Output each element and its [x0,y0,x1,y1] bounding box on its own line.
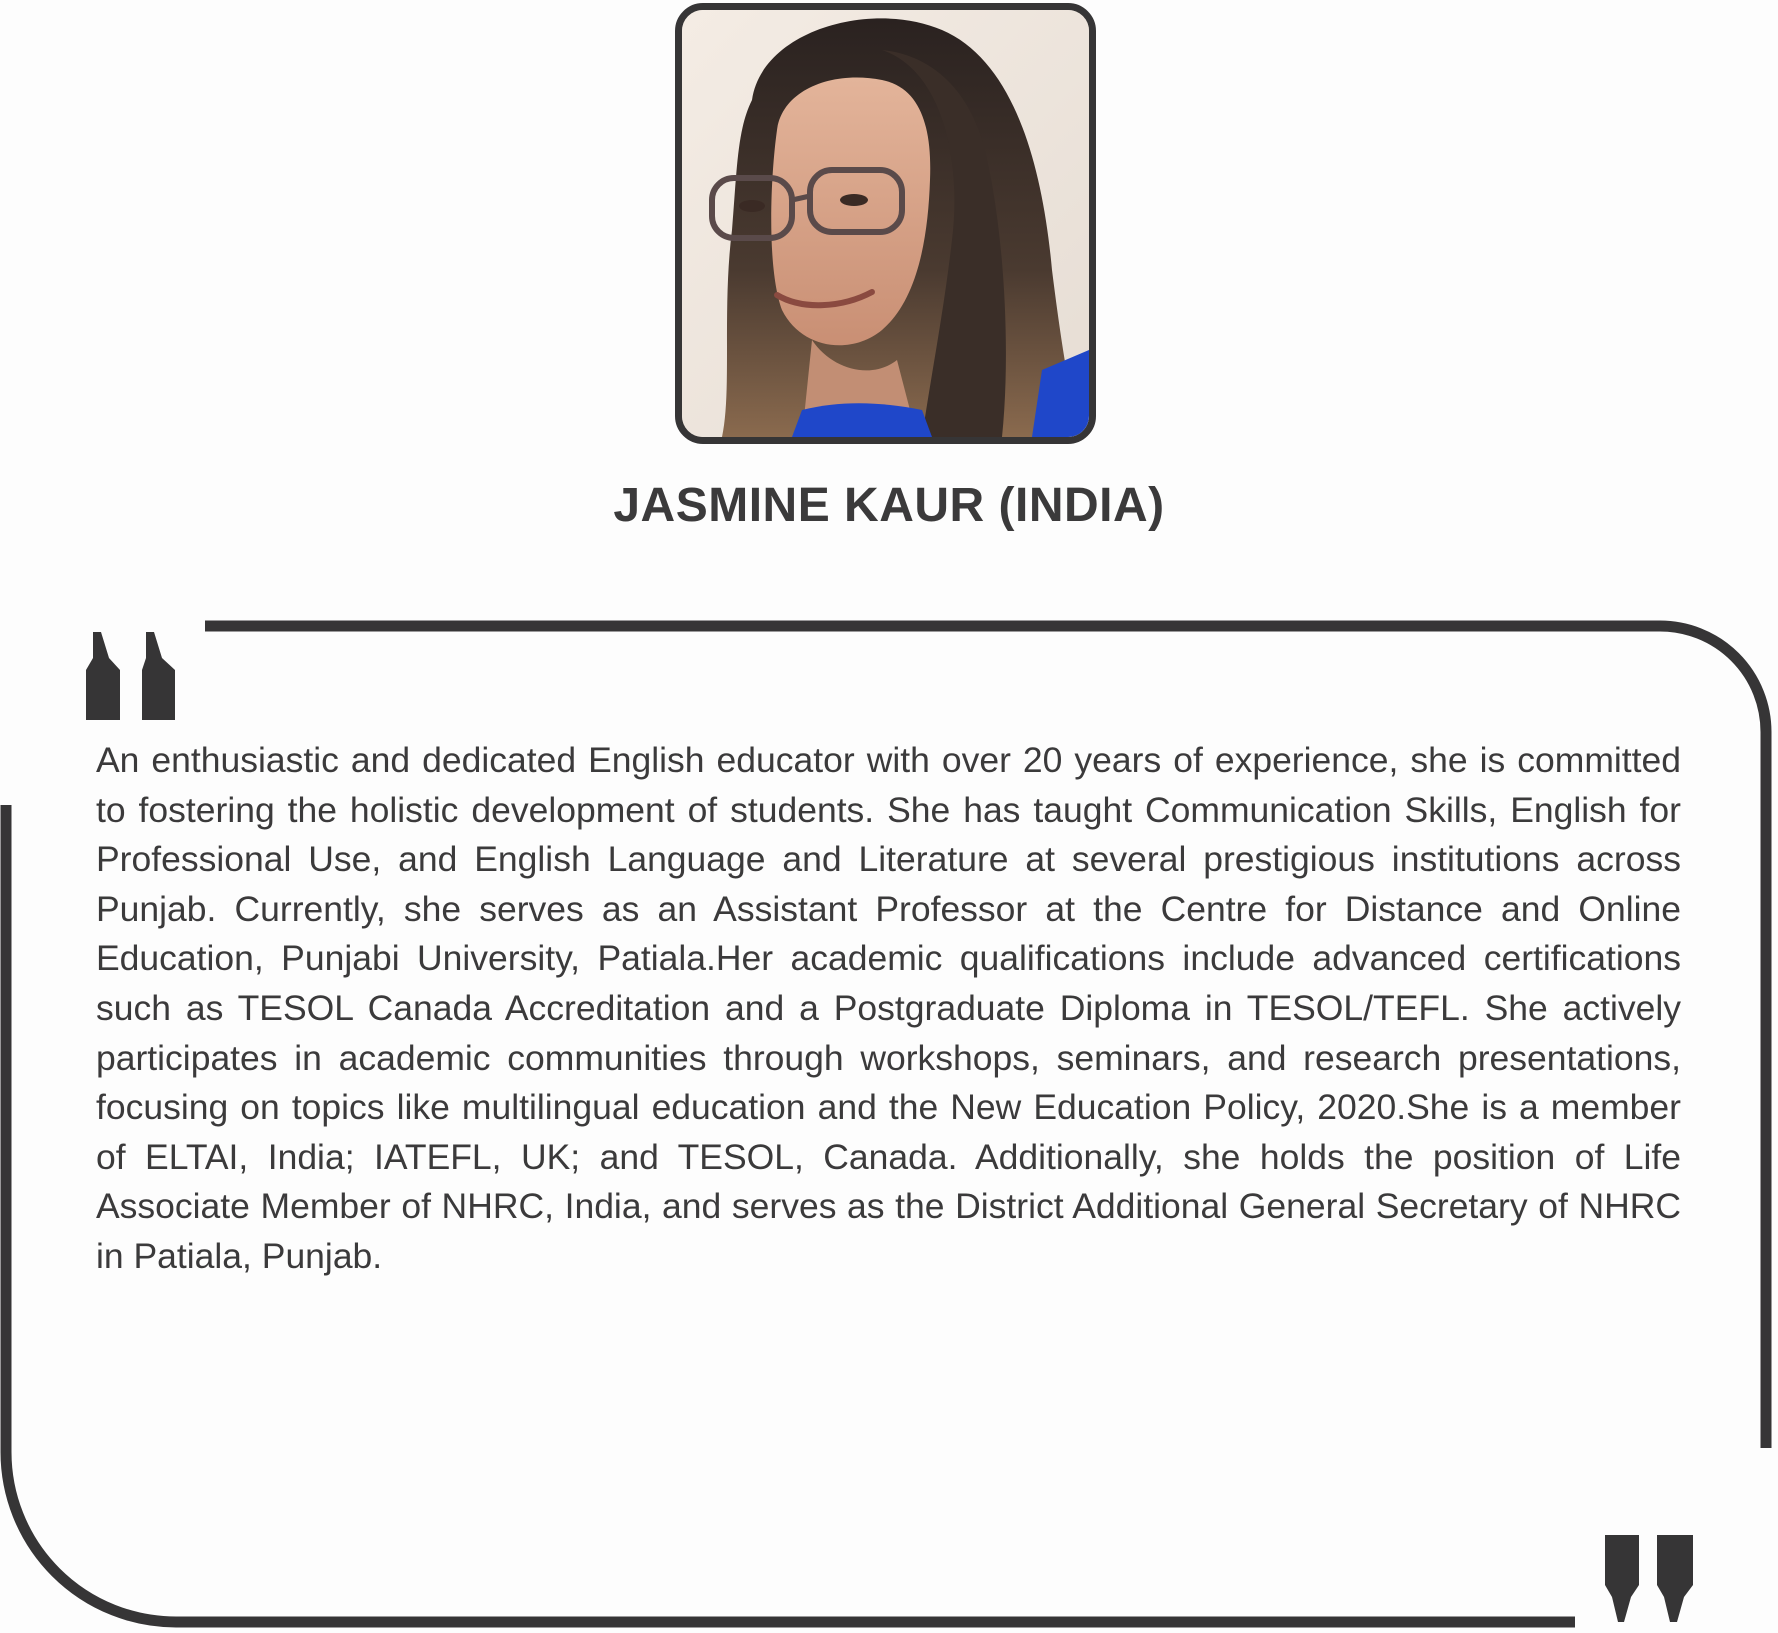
open-quote-icon [86,632,175,720]
bio-text: An enthusiastic and dedicated English educator with over 20 years of experience, she is committed to fostering the holistic development of students. She has taught Communication Skills, English for Professional Use, and English Language and Literature at several prestigious institutions across Punjab. Currently, she serves as an Assistant Professor at the Centre for Distance and Online Education, Punjabi University, Patiala.Her academic qualifications include advanced certifications such as TESOL Canada Accreditation and a Postgraduate Diploma in TESOL/TEFL. She actively participates in academic communities through workshops, seminars, and research presentations, focusing on topics like multilingual education and the New Education Policy, 2020.She is a member of ELTAI, India; IATEFL, UK; and TESOL, Canada. Additionally, she holds the position of Life Associate Member of NHRC, India, and serves as the District Additional General Secretary of NHRC in Patiala, Punjab. [96,740,1681,1276]
close-quote-icon [1605,1535,1693,1622]
portrait-photo [682,10,1089,437]
profile-photo [675,3,1096,444]
person-name: JASMINE KAUR (INDIA) [613,479,1165,532]
